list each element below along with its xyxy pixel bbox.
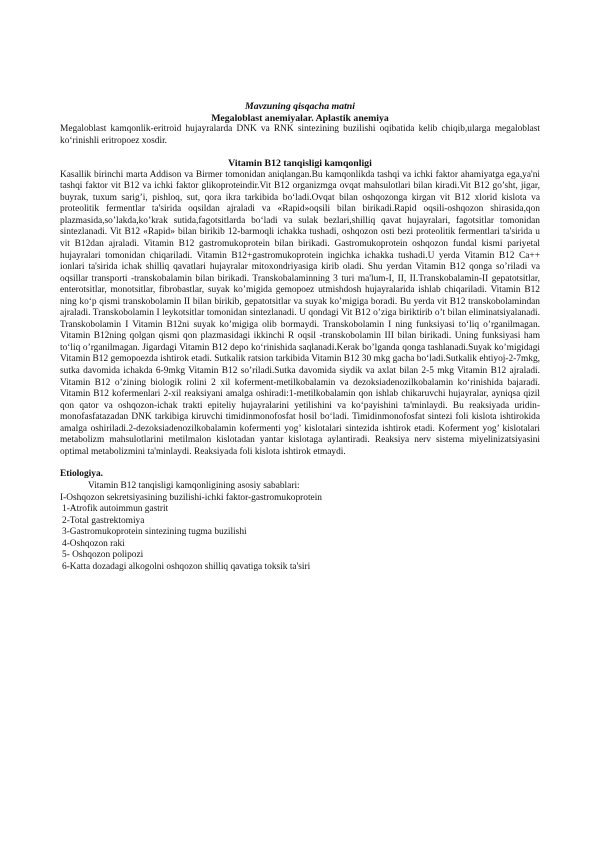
list-item: 3-Gastromukoprotein sintezining tugma buzilishi: [62, 527, 247, 538]
causes-list: [60, 504, 540, 573]
causes-group-heading: I-Oshqozon sekretsiyasining buzilishi-ichki faktor-gastromukoprotein: [60, 492, 322, 503]
list-item: 6-Katta dozadagi alkogolni oshqozon shilliq qavatiga toksik ta'siri: [62, 561, 311, 572]
etiology-intro: Vitamin B12 tanqisligi kamqonligining asosiy sabablari:: [88, 480, 300, 491]
heading: Mavzuning qisqacha matni: [245, 101, 355, 112]
intro-paragraph: Megaloblast kamqonlik-eritroid hujayralarda DNK va RNK sintezining buzilishi oqibatida kelib chiqib,ularga megaloblast ko‘rinishli eritropoez xosdir.: [60, 124, 540, 146]
section-title: Vitamin B12 tanqisligi kamqonligi: [228, 158, 372, 170]
etiology-title: Etiologiya.: [60, 469, 103, 480]
subheading: Megaloblast anemiyalar. Aplastik anemiya: [211, 112, 389, 124]
list-item: 1-Atrofik autoimmun gastrit: [62, 504, 169, 515]
list-item: 4-Oshqozon raki: [62, 538, 125, 549]
body-paragraph: Kasallik birinchi marta Addison va Birmer tomonidan aniqlangan.Bu kamqonlikda tashqi va ichki faktor ahamiyatga ega,ya'ni tashqi faktor vit B12 va ichki faktor glikoproteindir.Vit B12 organizmga ovqat mahsulotlari bilan kiradi.Vit B12 go’sht, jigar, buyrak, tuxum sarig’i, pishloq, sut, qora ikra tarkibida bo‘ladi.Ovqat bilan oshqozonga kirgan vit B12 xlorid kislota va proteolitik fermentlar ta'sirida oqsildan ajraladi va «Rapid»oqsili bilan birikadi.Rapid oqsili-oshqozon shirasida,qon plazmasida,so’lakda,ko’krak sutida,fagotsitlarda bo‘ladi va sulak bezlari,shilliq qavat hujayralari, fagotsitlar tomonidan sintezlanadi. Vit B12 «Rapid» bilan birikib 12-barmoqli ichakka tushadi, oshqozon osti bezi proteolitik fermentlari ta'sirida u vit B12dan ajraladi. Vitamin B12 gastromukoprotein bilan birikadi. Gastromukoprotein oshqozon fundal kismi pariyetal hujayralari tomonidan chiqariladi. Vitamin B12+gastromukoprotein ingichka ichakka tushadi.U yerda Vitamin B12 Ca++ ionlari ta'sirida ichak shilliq qavatlari hujayralar mitoxondriyasiga kirib oladi. Shu yerdan Vitamin B12 qonga so’riladi va oqsillar transporti -transkobalamin bilan birikadi. Transkobalaminning 3 turi ma'lum-I, II, II.Transkobalamin-II gepatotsitlar, enterotsitlar, monotsitlar, fibrobastlar, suyak ko’migida gemopoez utmishdosh hujayralarida ishlab chiqariladi. Vitamin B12 ning ko‘p qismi transkobolamin II bilan birikib, gepatotsitlar va suyak ko’migiga boradi. Bu yerda vit B12 transkobolamindan ajraladi. Transkobolamin I leykotsitlar tomonidan sintezlanadi. U qondagi Vit B12 o’ziga biriktirib o’t bilan eliminatsiyalanadi. Transkobolamin I Vitamin B12ni suyak ko’migiga olib bormaydi. Transkobolamin I ning funksiyasi to‘liq o’rganilmagan. Vitamin B12ning qolgan qismi qon plazmasidagi ikkinchi R oqsil -transkobolamin III bilan birikadi. Uning funksiyasi ham to‘liq o’rganilmagan. Jigardagi Vitamin B12 depo ko‘rinishida saqlanadi.Kerak bo’lganda qonga tashlanadi.Suyak ko’migidagi Vitamin B12 gemopoezda ishtirok etadi. Sutkalik ratsion tarkibida Vitamin B12 30 mkg gacha bo‘ladi.Sutkalik ehtiyoj-2-7mkg, sutka davomida ichakda 6-9mkg Vitamin B12 so’riladi.Sutka davomida siydik va axlat bilan 2-5 mkg Vitamin B12 ajraladi. Vitamin B12 o’zining biologik rolini 2 xil koferment-metilkobalamin va dezoksiadenozilkobalamin ko‘rinishida bajaradi. Vitamin B12 kofermenlari 2-xil reaksiyani amalga oshiradi:1-metilkobalamin qon ishlab chikaruvchi hujayralar, ayniqsa qizil qon qator va oshqozon-ichak trakti epiteliy hujayralarini yetilishini va ko‘payishini ta'minlaydi. Bu reaksiyada uridin-monofasfatazadan DNK tarkibiga kiruvchi timidinmonofosfat hosil bo‘ladi. Timidinmonofosfat sintezi foli kislota ishtirokida amalga oshiriladi.2-dezoksiadenozilkobalamin kofermenti yog’ kislotalari sintezida ishtirok etadi. Koferment yog’ kislotalari metabolizm mahsulotlarini metilmalon kislotadan yantar kislotaga aylantiradi. Reaksiya nerv sistema miyelinizatsiyasini optimal metabolizmini ta'minlaydi. Reaksiyada foli kislota ishtirok etmaydi.: [60, 169, 540, 457]
list-item: 5- Oshqozon polipozi: [62, 550, 144, 561]
document-content: [60, 101, 540, 573]
list-item: 2-Total gastrektomiya: [62, 515, 145, 526]
